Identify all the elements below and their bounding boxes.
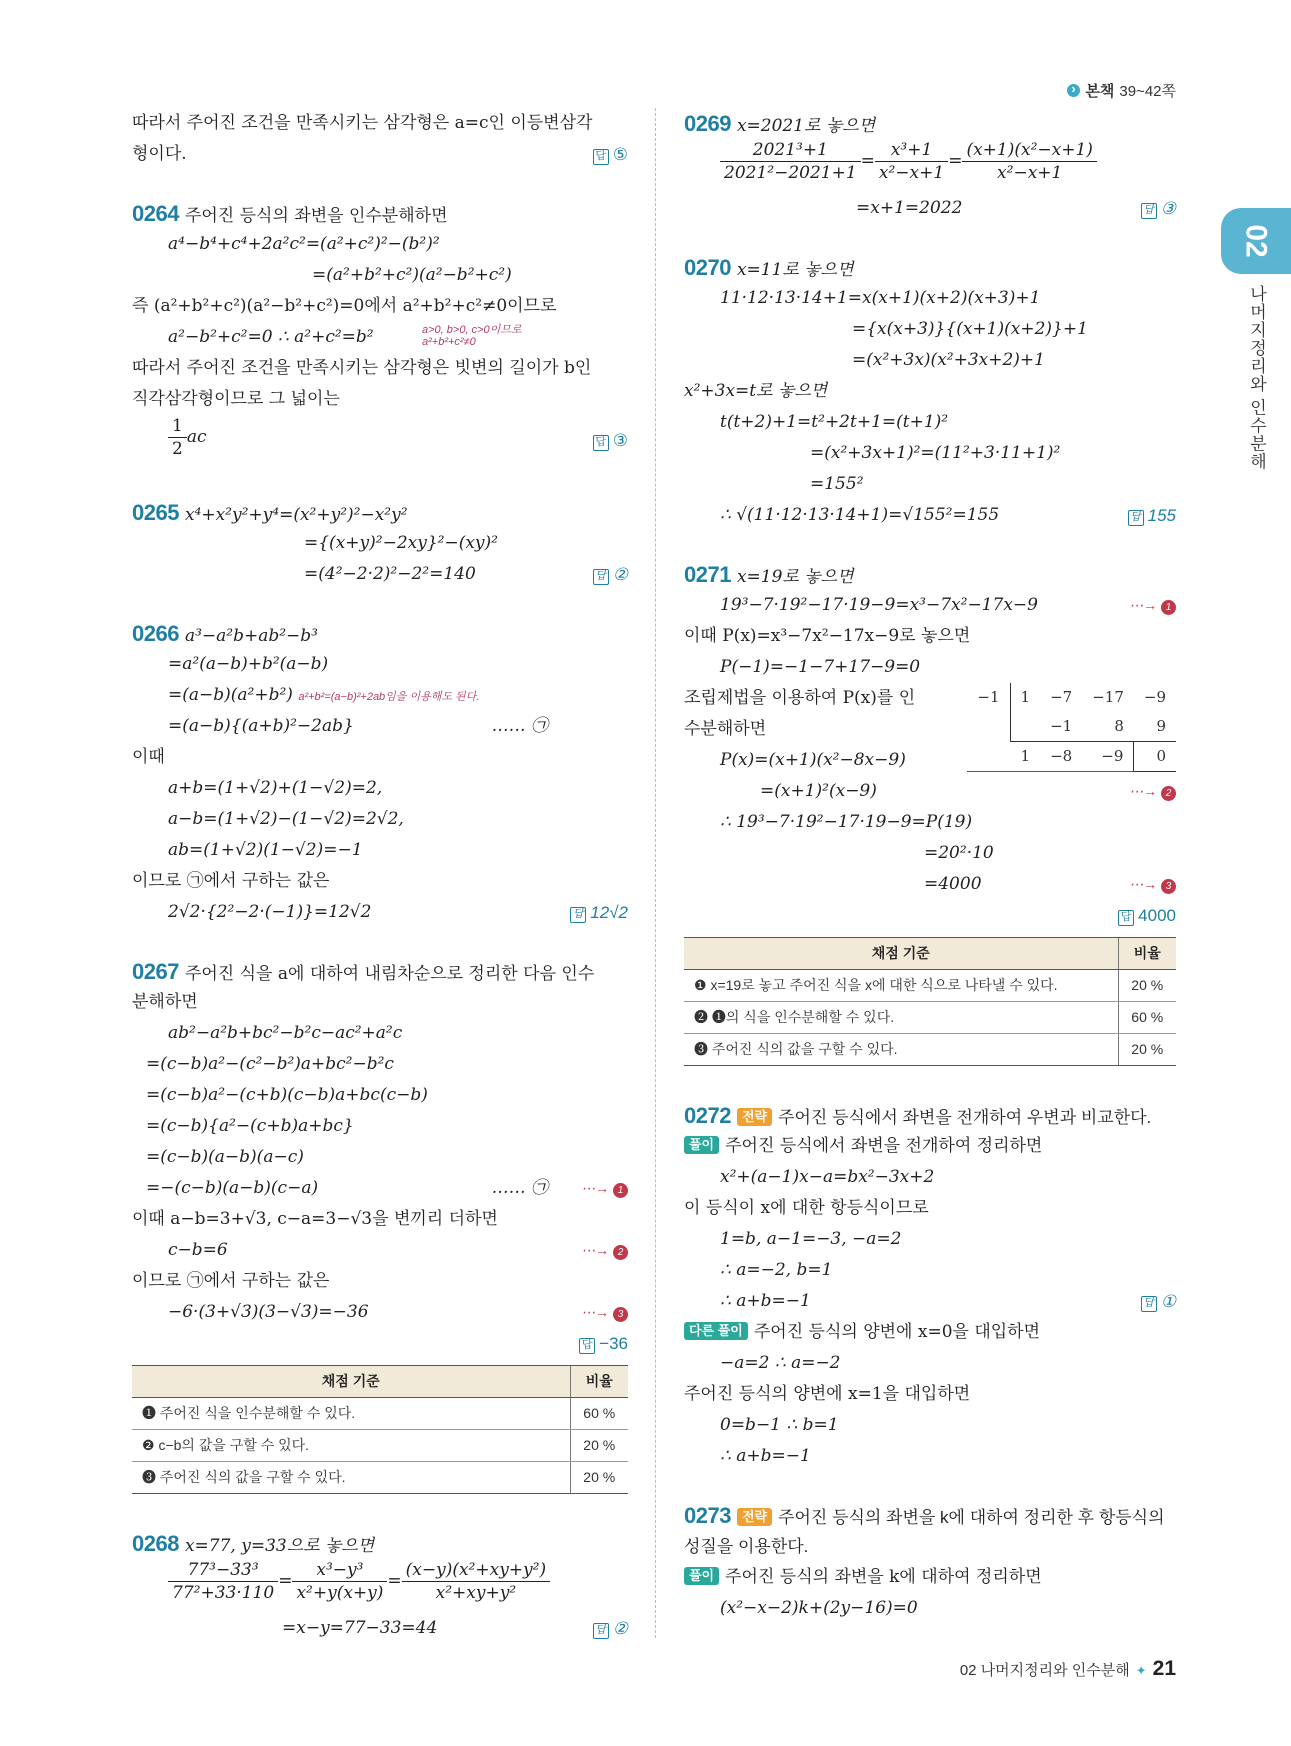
math-line: 2√2·{2²−2·(−1)}=12√2 답 12√2 — [132, 897, 628, 928]
problem-0267-head: 0267 주어진 식을 a에 대하여 내림차순으로 정리한 다음 인수 — [132, 959, 595, 984]
answer: 답 ② — [593, 559, 628, 590]
problem-number: 0265 — [132, 500, 179, 525]
math-line: =(x+1)²(x−9) ⋯→ 2 — [684, 776, 1176, 807]
problem-number: 0264 — [132, 201, 179, 226]
math-line: −a=2 ∴ a=−2 — [720, 1353, 841, 1373]
math-line: =(c−b)a²−(c+b)(c−b)a+bc(c−b) — [146, 1085, 428, 1105]
answer-line — [132, 1328, 628, 1359]
problem-number: 0267 — [132, 959, 179, 984]
problem-0273-head: 0273 전략 주어진 등식의 좌변을 k에 대하여 정리한 후 항등식의 — [684, 1503, 1165, 1528]
math-line: =−(c−b)(a−b)(c−a) …… ㉠ ⋯→ 1 — [132, 1173, 628, 1204]
step-marker: ⋯→ 1 — [581, 1173, 628, 1204]
text-line: 이므로 ㉠에서 구하는 값은 — [132, 1271, 330, 1291]
fraction: $\frac{\text{2021³+1}}{\text{2021²−2021+1}}$ — [720, 139, 861, 184]
math-line: =(a²+b²+c²)(a²−b²+c²) — [312, 265, 512, 285]
step-marker: ⋯→ 2 — [581, 1235, 628, 1266]
fraction: $\frac{\text{77³−33³}}{\text{77²+33·110}}$ — [168, 1559, 278, 1604]
text-line: 조립제법을 이용하여 P(x)를 인 — [684, 688, 916, 708]
answer: 답 ② — [593, 1613, 628, 1644]
page-number: 21 — [1152, 1657, 1176, 1680]
math-line: P(−1)=−1−7+17−9=0 — [720, 657, 921, 677]
answer: 답 4000 — [1118, 900, 1176, 931]
math-line: =(c−b)a²−(c²−b²)a+bc²−b²c — [146, 1054, 394, 1074]
math-line: ∴ √(11·12·13·14+1)=√155²=155 답 155 — [684, 500, 1176, 531]
table-row: ❷ ❶의 식을 인수분해할 수 있다. 60 % — [684, 1002, 1176, 1034]
text-line: 다른 풀이 주어진 등식의 양변에 x=0을 대입하면 — [684, 1317, 1176, 1348]
math-line: =(x²+3x)(x²+3x+2)+1 — [852, 350, 1045, 370]
text-line: 풀이 주어진 등식에서 좌변을 전개하여 정리하면 — [684, 1131, 1176, 1162]
math-line: =(c−b){a²−(c+b)a+bc} — [146, 1116, 354, 1136]
problem-number: 0270 — [684, 255, 731, 280]
math-line: a+b=(1+√2)+(1−√2)=2, — [168, 778, 383, 798]
math-line: 즉 (a²+b²+c²)(a²−b²+c²)=0에서 a²+b²+c²≠0이므로 — [132, 296, 557, 316]
step-marker: ⋯→ 3 — [581, 1297, 628, 1328]
answer: 답 ③ — [593, 425, 628, 456]
text-line: 이때 — [132, 747, 165, 767]
strategy-label: 전략 — [737, 1108, 772, 1126]
strategy-label: 전략 — [737, 1508, 772, 1526]
problem-number: 0271 — [684, 562, 731, 587]
math-line: =x+1=2022 답 ③ — [684, 193, 1176, 224]
text-line: 직각삼각형이므로 그 넓이는 — [132, 389, 340, 409]
intro-line: 따라서 주어진 조건을 만족시키는 삼각형은 a=c인 이등변삼각 — [132, 113, 593, 133]
fraction: $\frac{\text{(x−y)(x²+xy+y²)}}{\text{x²+xy+y²}}$ — [402, 1559, 550, 1604]
math-line: ={x(x+3)}{(x+1)(x+2)}+1 — [852, 319, 1088, 339]
fraction: $\frac{\text{x³+1}}{\text{x²−x+1}}$ — [875, 139, 948, 184]
table-row: ❸ 주어진 식의 값을 구할 수 있다. 20 % — [684, 1034, 1176, 1066]
step-marker: ⋯→ 2 — [1129, 776, 1176, 807]
math-line: x²+(a−1)x−a=bx²−3x+2 — [720, 1167, 935, 1187]
column-divider — [655, 108, 656, 1638]
equation-mark: …… ㉠ — [491, 1178, 548, 1198]
page-reference — [1067, 80, 1176, 101]
math-line: ={(x+y)²−2xy}²−(xy)² — [304, 533, 498, 553]
math-line: ∴ a+b=−1 — [720, 1446, 811, 1466]
page-footer — [960, 1657, 1176, 1681]
arrow-circle-icon — [1067, 84, 1080, 97]
math-line: =a²(a−b)+b²(a−b) — [168, 654, 329, 674]
problem-0268-head: 0268 x=77, y=33으로 놓으면 — [132, 1531, 375, 1556]
problem-0271-head: 0271 x=19로 놓으면 — [684, 562, 854, 587]
math-line: ∴ 19³−7·19²−17·19−9=P(19) — [720, 812, 973, 832]
grading-table — [684, 937, 1176, 1066]
math-line: 1=b, a−1=−3, −a=2 — [720, 1229, 902, 1249]
solution-label: 풀이 — [684, 1567, 719, 1585]
table-header: 채점 기준 — [684, 938, 1118, 970]
text-line: 따라서 주어진 조건을 만족시키는 삼각형은 빗변의 길이가 b인 — [132, 358, 592, 378]
math-line: ab²−a²b+bc²−b²c−ac²+a²c — [168, 1023, 403, 1043]
math-line: =(a−b)(a²+b²) a²+b²=(a−b)²+2ab임을 이용해도 된다. — [168, 685, 480, 705]
table-row: ❷ c−b의 값을 구할 수 있다. 20 % — [132, 1430, 628, 1462]
ref-pages: 39~42쪽 — [1119, 83, 1176, 100]
alt-solution-label: 다른 풀이 — [684, 1322, 748, 1340]
math-line: a−b=(1+√2)−(1−√2)=2√2, — [168, 809, 404, 829]
math-line: 19³−7·19²−17·19−9=x³−7x²−17x−9 ⋯→ 1 — [684, 590, 1176, 621]
answer: 답 ① — [1141, 1286, 1176, 1317]
right-column — [684, 108, 1176, 1624]
chapter-tab — [1221, 208, 1291, 274]
chapter-tab-title: 나머지정리와 인수분해 — [1247, 285, 1266, 471]
math-line: ab=(1+√2)(1−√2)=−1 — [168, 840, 363, 860]
problem-0269-head: 0269 x=2021로 놓으면 — [684, 111, 876, 136]
math-line: =(x²+3x+1)²=(11²+3·11+1)² — [810, 443, 1061, 463]
math-line: −6·(3+√3)(3−√3)=−36 ⋯→ 3 — [132, 1297, 628, 1328]
text-line: 풀이 주어진 등식의 좌변을 k에 대하여 정리하면 — [684, 1562, 1176, 1593]
problem-0270-head: 0270 x=11로 놓으면 — [684, 255, 854, 280]
math-line: a²−b²+c²=0 ∴ a²+c²=b² a>0, b>0, c>0이므로 a²+b²+c²≠0 — [132, 322, 628, 353]
math-line: (x²−x−2)k+(2y−16)=0 — [720, 1598, 918, 1618]
fraction: $\frac{\text{(x+1)(x²−x+1)}}{\text{x²−x+1}}$ — [962, 139, 1096, 184]
math-line: =(a−b){(a+b)²−2ab} …… ㉠ — [132, 711, 628, 742]
problem-number: 0269 — [684, 111, 731, 136]
problem-0265-head: 0265 x⁴+x²y²+y⁴=(x²+y²)²−x²y² — [132, 500, 408, 525]
text-line: 분해하면 — [132, 992, 198, 1012]
answer: 답 ⑤ — [593, 139, 628, 170]
table-row: ❶ 주어진 식을 인수분해할 수 있다. 60 % — [132, 1398, 628, 1430]
answer: 답 −36 — [579, 1328, 628, 1359]
problem-number: 0268 — [132, 1531, 179, 1556]
text-line: 주어진 등식의 양변에 x=1을 대입하면 — [684, 1384, 971, 1404]
fraction: $\frac{1}{2}$ — [168, 415, 187, 460]
text-line: 이때 P(x)=x³−7x²−17x−9로 놓으면 — [684, 626, 971, 646]
problem-number: 0272 — [684, 1103, 731, 1128]
table-row: ❶ x=19로 놓고 주어진 식을 x에 대한 식으로 나타낼 수 있다. 20 % — [684, 970, 1176, 1002]
math-line: 11·12·13·14+1=x(x+1)(x+2)(x+3)+1 — [720, 288, 1041, 308]
math-line: =(4²−2·2)²−2²=140 답 ② — [132, 559, 628, 590]
step-marker: ⋯→ 1 — [1129, 590, 1176, 621]
table-header: 채점 기준 — [132, 1366, 570, 1398]
text-line: 이므로 ㉠에서 구하는 값은 — [132, 871, 330, 891]
intro-line: 형이다. 답 ⑤ — [132, 139, 628, 170]
fraction-line: $\frac{\text{2021³+1}}{\text{2021²−2021+1}}$ = $\frac{\text{x³+1}}{\text{x²−x+1}}$ = $\frac{\text{(x+1)(x²−x+1)}}{\text{x²−x+1}}$ — [684, 139, 1176, 193]
text-line: 이 등식이 x에 대한 항등식이므로 — [684, 1198, 929, 1218]
problem-number: 0266 — [132, 621, 179, 646]
synthetic-division: −1 1 −7 −17 −9 −1 8 9 1 −8 −9 0 — [967, 683, 1176, 772]
fraction-line: $\frac{1}{2}$ ac 답 ③ — [132, 415, 628, 469]
math-line: ∴ a=−2, b=1 — [720, 1260, 833, 1280]
answer: 답 12√2 — [570, 897, 628, 928]
problem-0264-head: 0264 주어진 등식의 좌변을 인수분해하면 — [132, 201, 448, 226]
table-header: 비율 — [1118, 938, 1176, 970]
problem-0272-head: 0272 전략 주어진 등식에서 좌변을 전개하여 우변과 비교한다. — [684, 1103, 1152, 1128]
solution-label: 풀이 — [684, 1136, 719, 1154]
diamond-icon: ✦ — [1135, 1663, 1147, 1678]
math-line: =155² — [810, 474, 864, 494]
problem-number: 0273 — [684, 1503, 731, 1528]
math-line: x²+3x=t로 놓으면 — [684, 381, 828, 401]
ref-label: 본책 — [1085, 83, 1115, 100]
math-line: =(c−b)(a−b)(a−c) — [146, 1147, 304, 1167]
fraction: $\frac{\text{x³−y³}}{\text{x²+y(x+y)}}$ — [292, 1559, 387, 1604]
table-header: 비율 — [570, 1366, 628, 1398]
synthetic-division-block — [684, 683, 1176, 776]
step-marker: ⋯→ 3 — [1129, 869, 1176, 900]
equation-mark: …… ㉠ — [491, 716, 548, 736]
math-line: ∴ a+b=−1 답 ① — [684, 1286, 1176, 1317]
side-note: a>0, b>0, c>0이므로 a²+b²+c²≠0 — [422, 324, 522, 348]
math-line: a⁴−b⁴+c⁴+2a²c²=(a²+c²)²−(b²)² — [168, 234, 440, 254]
grading-table — [132, 1365, 628, 1494]
left-column — [132, 108, 628, 1644]
answer: 답 155 — [1128, 500, 1176, 531]
table-row: ❸ 주어진 식의 값을 구할 수 있다. 20 % — [132, 1462, 628, 1494]
math-line: =x−y=77−33=44 답 ② — [132, 1613, 628, 1644]
math-line: =4000 ⋯→ 3 — [684, 869, 1176, 900]
answer-line — [684, 900, 1176, 931]
math-line: =20²·10 — [924, 843, 994, 863]
text-line: 수분해하면 — [684, 719, 767, 739]
side-note: a²+b²=(a−b)²+2ab임을 이용해도 된다. — [298, 691, 480, 703]
text-line: 이때 a−b=3+√3, c−a=3−√3을 변끼리 더하면 — [132, 1209, 498, 1229]
fraction-line: $\frac{\text{77³−33³}}{\text{77²+33·110}}$ = $\frac{\text{x³−y³}}{\text{x²+y(x+y)}}$ = $\frac{\text{(x−y)(x²+xy+y²)}}{\text{x²+xy+y²}}$ — [132, 1559, 628, 1613]
text-line: 성질을 이용한다. — [684, 1537, 809, 1556]
math-line: 0=b−1 ∴ b=1 — [720, 1415, 839, 1435]
math-line: t(t+2)+1=t²+2t+1=(t+1)² — [720, 412, 949, 432]
chapter-number: 02 — [1240, 224, 1273, 258]
answer: 답 ③ — [1141, 193, 1176, 224]
footer-chapter: 02 나머지정리와 인수분해 — [959, 1662, 1130, 1679]
math-line: P(x)=(x+1)(x²−8x−9) — [720, 750, 906, 770]
math-line: c−b=6 ⋯→ 2 — [132, 1235, 628, 1266]
problem-0266-head: 0266 a³−a²b+ab²−b³ — [132, 621, 318, 646]
